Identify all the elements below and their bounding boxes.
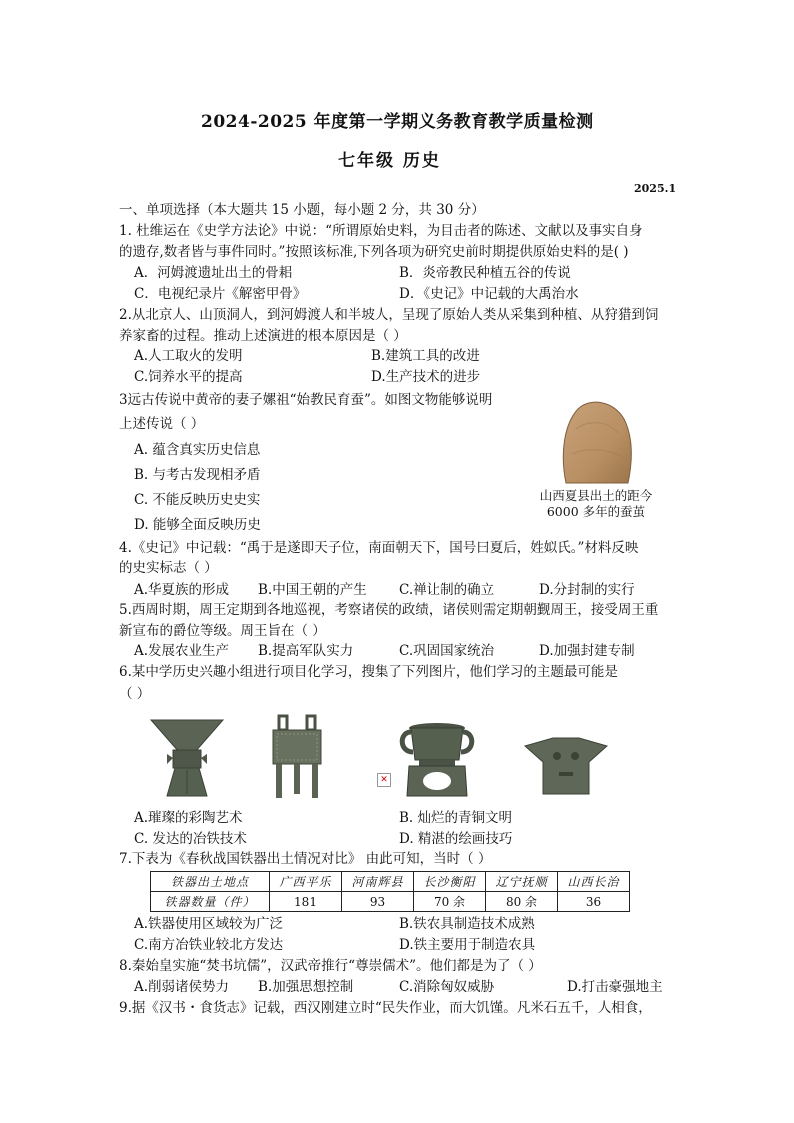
exam-date: 2025.1 [634, 182, 677, 195]
q5-stem-line1: 5.西周时期，周王定期到各地巡视，考察诸侯的政绩，诸侯则需定期朝觐周王，接受周王重 [119, 602, 659, 618]
q6-option-d: D. 精湛的绘画技巧 [399, 831, 513, 847]
q3-option-c: C. 不能反映历史史实 [134, 492, 261, 508]
q6-option-a: A.璀璨的彩陶艺术 [134, 810, 243, 826]
table-cell: 181 [270, 892, 342, 912]
q6-option-b: B. 灿烂的青铜文明 [399, 810, 513, 826]
q2-stem-line2: 养家畜的过程。推动上述演进的根本原因是（ ） [119, 328, 407, 344]
bronze-zun-vessel-image [147, 716, 227, 800]
q7-option-d: D.铁主要用于制造农具 [399, 937, 536, 953]
q5-stem-line2: 新宣布的爵位等级。周王旨在（ ） [119, 623, 326, 639]
exam-title: 2024-2025 年度第一学期义务教育教学质量检测 [201, 112, 594, 132]
table-cell: 36 [558, 892, 630, 912]
table-header-cell: 河南辉县 [342, 872, 414, 892]
q1-option-b: B．炎帝教民种植五谷的传说 [399, 265, 571, 281]
q4-option-c: C.禅让制的确立 [399, 582, 495, 598]
q4-option-a: A.华夏族的形成 [134, 582, 230, 598]
q1-option-c: C．电视纪录片《解密甲骨》 [134, 286, 307, 302]
q9-stem-line1: 9.据《汉书・食货志》记载，西汉刚建立时“民失作业，而大饥馑。凡米石五千，人相食， [119, 1000, 652, 1016]
q1-option-a: A．河姆渡遗址出土的骨耜 [134, 265, 293, 281]
table-header-row [151, 872, 630, 892]
q2-stem-line1: 2.从北京人、山顶洞人，到河姆渡人和半坡人，呈现了原始人类从采集到种植、从狩猎到饲 [119, 307, 659, 323]
q6-stem-line2: （ ） [119, 686, 151, 702]
q2-option-c: C.饲养水平的提高 [134, 369, 243, 385]
table-cell: 93 [342, 892, 414, 912]
q4-stem-line1: 4.《史记》中记载：“禹于是遂即天子位，南面朝天下，国号曰夏后，姓姒氏。”材料反映 [119, 540, 639, 556]
q3-option-a: A. 蕴含真实历史信息 [134, 442, 261, 458]
q7-option-b: B.铁农具制造技术成熟 [399, 916, 535, 932]
table-header-cell: 铁器出土地点 [151, 872, 270, 892]
q5-option-c: C.巩固国家统治 [399, 643, 495, 659]
broken-image-icon: ✕ [377, 773, 391, 787]
q2-option-d: D.生产技术的进步 [371, 369, 481, 385]
q4-option-d: D.分封制的实行 [539, 582, 635, 598]
q3-stem-line2: 上述传说（ ） [119, 416, 205, 432]
table-cell: 铁器数量（件） [151, 892, 270, 912]
q7-option-c: C.南方冶铁业较北方发达 [134, 937, 284, 953]
q5-option-d: D.加强封建专制 [539, 643, 635, 659]
bronze-mask-image [523, 732, 609, 798]
q1-stem-line2: 的遗存,数者皆与事件同时。”按照该标准,下列各项为研究史前时期提供原始史料的是( ) [119, 244, 629, 260]
q8-option-a: A.削弱诸侯势力 [134, 979, 230, 995]
bronze-ding-vessel-image [267, 714, 327, 800]
table-header-cell: 山西长治 [558, 872, 630, 892]
table-cell: 80 余 [486, 892, 558, 912]
q3-option-b: B. 与考古发现相矛盾 [134, 467, 261, 483]
bronze-gui-vessel-image [397, 718, 477, 800]
q7-stem-line1: 7.下表为《春秋战国铁器出土情况对比》 由此可知，当时（ ） [119, 851, 492, 867]
exam-subject: 七年级 历史 [338, 151, 441, 171]
q8-option-c: C.消除匈奴威胁 [399, 979, 495, 995]
q4-stem-line2: 的史实标志（ ） [119, 560, 218, 576]
q8-option-d: D.打击豪强地主 [567, 979, 663, 995]
q3-stem-line1: 3远古传说中黄帝的妻子嫘祖“始教民育蚕”。如图文物能够说明 [119, 392, 493, 408]
cocoon-caption-line2: 6000 多年的蚕茧 [546, 504, 646, 519]
table-header-cell: 广西平乐 [270, 872, 342, 892]
q3-option-d: D. 能够全面反映历史 [134, 517, 261, 533]
q6-stem-line1: 6.某中学历史兴趣小组进行项目化学习，搜集了下列图片，他们学习的主题最可能是 [119, 664, 618, 680]
silkworm-cocoon-image [556, 399, 634, 485]
q1-option-d: D．《史记》中记载的大禹治水 [399, 286, 579, 302]
section-heading: 一、单项选择（本大题共 15 小题，每小题 2 分，共 30 分） [119, 202, 485, 218]
q2-option-b: B.建筑工具的改进 [371, 348, 480, 364]
q1-stem-line1: 1. 杜维运在《史学方法论》中说：“所谓原始史料，为目击者的陈述、文献以及事实自身 [119, 223, 643, 239]
q8-option-b: B.加强思想控制 [258, 979, 354, 995]
q5-option-a: A.发展农业生产 [134, 643, 230, 659]
q7-option-a: A.铁器使用区域较为广泛 [134, 916, 284, 932]
q4-option-b: B.中国王朝的产生 [258, 582, 367, 598]
cocoon-caption-line1: 山西夏县出土的距今 [539, 488, 653, 503]
q8-stem-line1: 8.秦始皇实施“焚书坑儒”，汉武帝推行“尊崇儒术”。他们都是为了（ ） [119, 958, 542, 974]
table-row [151, 892, 630, 912]
table-cell: 70 余 [414, 892, 486, 912]
iron-artifacts-table [150, 871, 630, 912]
table-header-cell: 长沙衡阳 [414, 872, 486, 892]
q2-option-a: A.人工取火的发明 [134, 348, 243, 364]
q6-option-c: C. 发达的冶铁技术 [134, 831, 247, 847]
q5-option-b: B.提高军队实力 [258, 643, 354, 659]
table-header-cell: 辽宁抚顺 [486, 872, 558, 892]
